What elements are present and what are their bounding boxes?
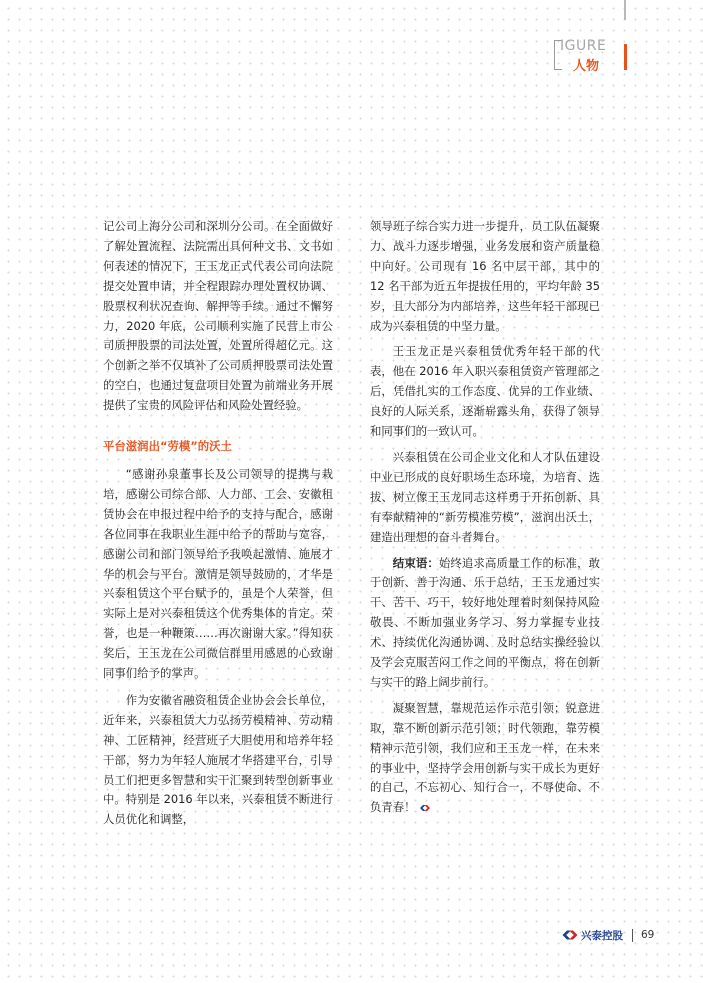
closing-paragraph <box>370 699 600 818</box>
conclusion-paragraph <box>370 554 600 693</box>
xingtai-logo-icon <box>419 804 431 812</box>
conclusion-lead: 结束语： <box>392 555 439 570</box>
paragraph: 记公司上海分公司和深圳分公司。在全面做好了解处置流程、法院需出具何种文书、文书如何表述的情况下，王玉龙正式代表公司向法院提交处置申请，并全程跟踪办理处置权协调、股票权利状况查询、解押等手续。通过不懈努力，2020 年底，公司顺利实施了民营上市公司质押股票的司法处置，处置所得超亿元。这个创新之举不仅填补了公司质押股票司法处置的空白，也通过复盘项目处置为前端业务开展提供了宝贵的风险评估和风险处置经验。 <box>103 219 333 413</box>
section-label-cn: 人物 <box>573 59 600 74</box>
section-accent-bar <box>624 44 627 70</box>
paragraph: 领导班子综合实力进一步提升，员工队伍凝聚力、战斗力逐步增强，业务发展和资产质量稳中向好。公司现有 16 名中层干部，其中的 12 名干部为近五年提拔任用的，平均年龄 35 岁，且大部分为内部培养，这些年轻干部现已成为兴泰租赁的中坚力量。 <box>370 219 600 333</box>
footer-brand: 兴泰控股 <box>581 929 623 942</box>
article-column-right <box>370 217 600 818</box>
xingtai-logo-icon <box>561 929 579 941</box>
paragraph: 王玉龙正是兴泰租赁优秀年轻干部的代表，他在 2016 年入职兴泰租赁资产管理部之后，凭借扎实的工作态度、优异的工作业绩、良好的人际关系，逐渐崭露头角，获得了领导和同事们的一致认可。 <box>370 344 600 439</box>
article-column-left <box>103 217 333 830</box>
section-label <box>554 34 630 72</box>
page-footer <box>561 927 654 943</box>
top-divider-line <box>624 0 626 20</box>
page-number: 69 <box>641 929 655 941</box>
paragraph: 兴泰租赁在公司企业文化和人才队伍建设中业已形成的良好职场生态环境，为培育、选拔、树立像王玉龙同志这样勇于开拓创新、具有奉献精神的“新劳模准劳模”，滋润出沃土，建造出理想的奋斗者舞台。 <box>370 449 600 544</box>
paragraph: 作为安徽省融资租赁企业协会会长单位，近年来，兴泰租赁大力弘扬劳模精神、劳动精神、工匠精神，经营班子大胆使用和培养年轻干部，努力为年轻人施展才华搭建平台，引导员工们把更多智慧和实干汇聚到转型创新事业中。特别是 2016 年以来，兴泰租赁不断进行人员优化和调整， <box>103 692 333 827</box>
footer-divider <box>632 929 633 942</box>
section-label-en: IGURE <box>560 38 607 54</box>
closing-text: 凝聚智慧，靠规范运作示范引领；锐意进取，靠不断创新示范引领；时代领跑，靠劳模精神示范引领，我们应和王玉龙一样，在未来的事业中，坚持学会用创新与实干成长为更好的自己，不忘初心、知行合一，不辱使命、不负青春！ <box>370 700 600 815</box>
paragraph: “感谢孙泉董事长及公司领导的提携与栽培，感谢公司综合部、人力部、工会、安徽租赁协会在申报过程中给予的支持与配合，感谢各位同事在我职业生涯中给予的帮助与宽容，感谢公司和部门领导给予我唤起激情、施展才华的机会与平台。激情是领导鼓励的，才华是兴泰租赁这个平台赋予的，虽是个人荣誉，但实际上是对兴泰租赁这个优秀集体的肯定。荣誉，也是一种鞭策……再次谢谢大家。”得知获奖后，王玉龙在公司微信群里用感恩的心致谢同事们给予的掌声。 <box>103 466 333 681</box>
section-heading: 平台滋润出“劳模”的沃土 <box>103 439 232 454</box>
conclusion-text: 始终追求高质量工作的标准，敢于创新、善于沟通、乐于总结，王玉龙通过实干、苦干、巧干，较好地处理着时刻保持风险敬畏、不断加强业务学习、努力掌握专业技术、持续优化沟通协调、及时总结实操经验以及学会克服苦闷工作之间的平衡点，将在创新与实干的路上阔步前行。 <box>370 555 600 689</box>
